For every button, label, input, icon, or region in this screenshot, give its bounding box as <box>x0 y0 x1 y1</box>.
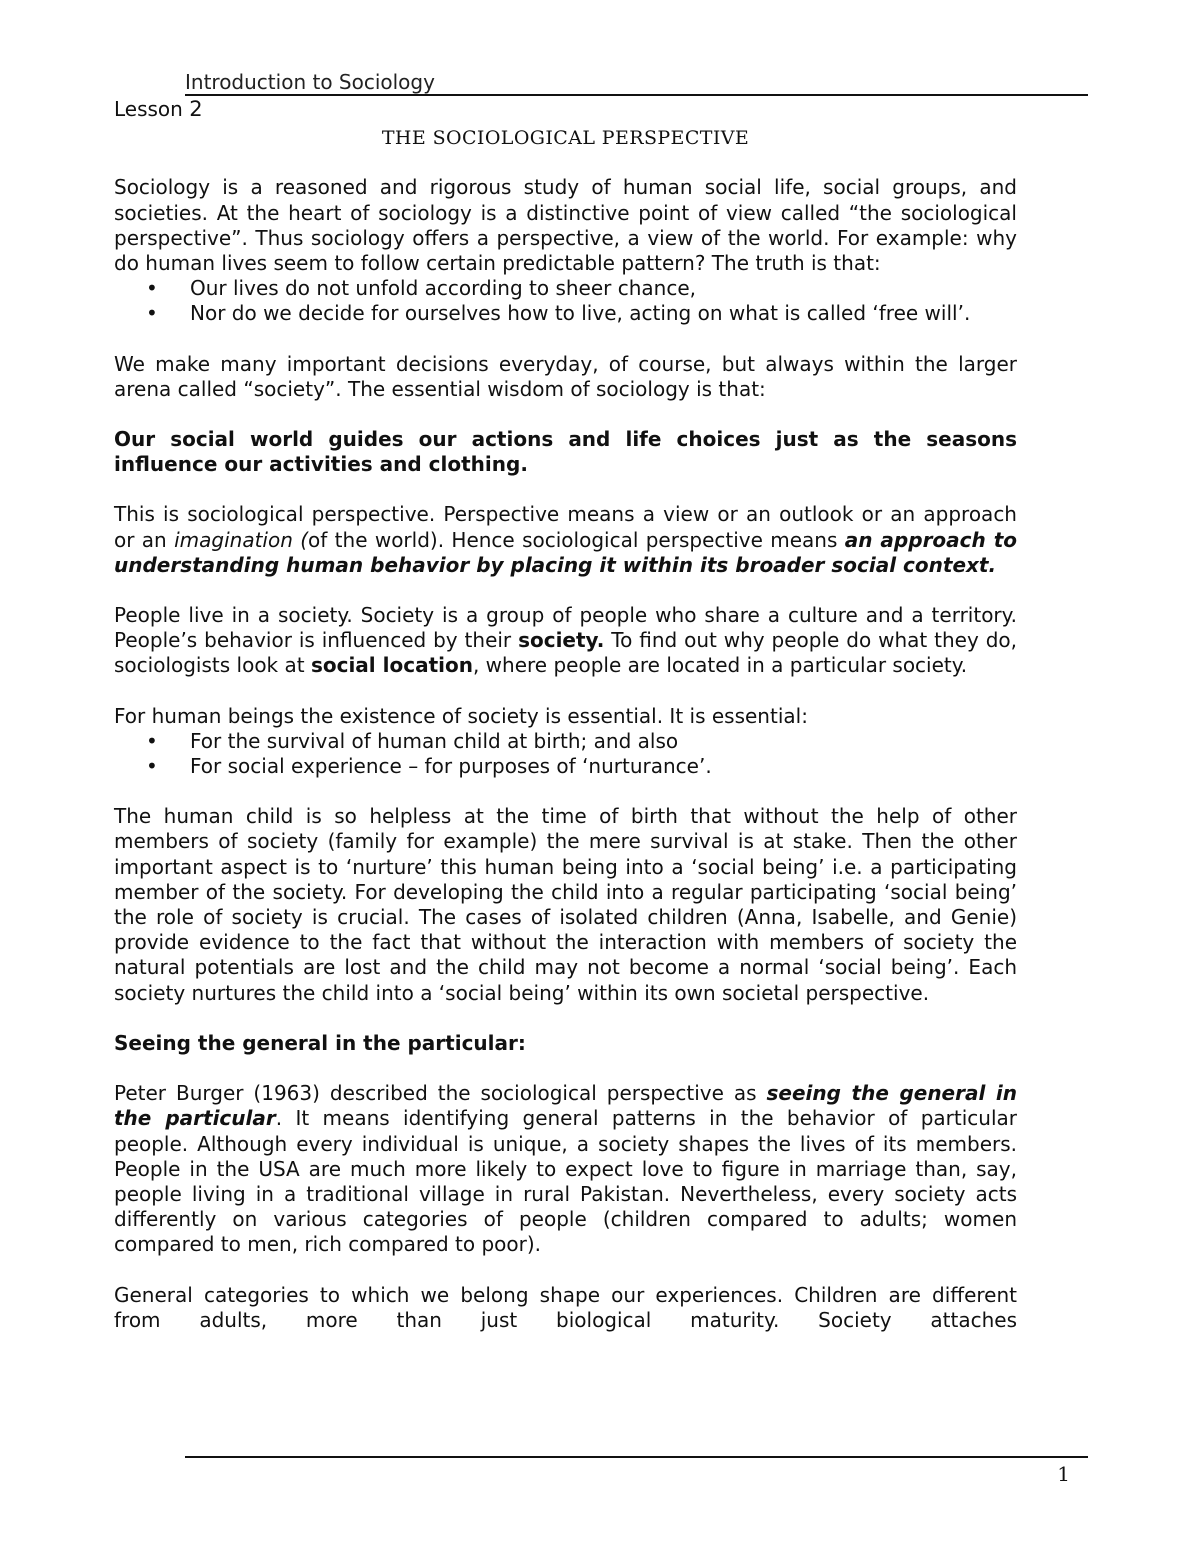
bullet-icon: • <box>146 754 158 779</box>
perspective-italic-term: imagination ( <box>174 527 309 552</box>
header-divider <box>185 94 1088 96</box>
perspective-paragraph <box>114 502 1017 578</box>
perspective-text-2: of the world). Hence sociological perspective means <box>308 527 845 552</box>
bullet-icon: • <box>146 728 158 753</box>
lesson-number: 2 <box>189 97 203 121</box>
decisions-paragraph: We make many important decisions everyday, of course, but always within the larger arena called “society”. The essential wisdom of sociology is that: <box>114 351 1017 401</box>
intro-bullet-list <box>114 276 1017 326</box>
list-item-text: Nor do we decide for ourselves how to live, acting on what is called ‘free will’. <box>190 301 971 326</box>
list-item-text: For social experience – for purposes of ‘nurturance’. <box>190 754 712 779</box>
burger-paragraph <box>114 1081 1017 1257</box>
list-item <box>114 729 1017 754</box>
society-text-2: To find out why people do what they do, sociologists look at <box>114 628 1017 678</box>
society-paragraph <box>114 603 1017 679</box>
footer-divider <box>185 1456 1088 1458</box>
list-item-text: For the survival of human child at birth; and also <box>190 728 679 753</box>
society-text-1: People live in a society. Society is a group of people who share a culture and a territory. People’s behavior is influenced by their <box>114 603 1017 653</box>
bullet-icon: • <box>146 276 158 301</box>
categories-paragraph: General categories to which we belong shape our experiences. Children are different from adults, more than just biological maturity. Society attaches <box>114 1282 1017 1332</box>
document-body <box>114 97 1017 1333</box>
social-location-term: social location <box>310 653 473 678</box>
essential-bullet-list <box>114 729 1017 779</box>
running-header-title: Introduction to Sociology <box>185 70 435 94</box>
page-title: THE SOCIOLOGICAL PERSPECTIVE <box>381 127 750 150</box>
essential-lead: For human beings the existence of society is essential. It is essential: <box>114 703 808 728</box>
society-text-3: , where people are located in a particular society. <box>472 653 968 678</box>
section-heading: Seeing the general in the particular: <box>114 1030 526 1055</box>
burger-text-2: . It means identifying general patterns in the behavior of particular people. Although every individual is unique, a society shapes the lives of its members. People in the USA are much more likely to expect love to figure in marriage than, say, people living in a traditional village in rural Pakistan. Nevertheless, every society acts differently on various categories of people (children compared to adults; women compared to men, rich compared to poor). <box>114 1106 1017 1257</box>
lesson-label <box>114 97 1017 122</box>
list-item <box>114 276 1017 301</box>
lesson-label-text: Lesson <box>114 97 190 121</box>
page-number: 1 <box>1057 1462 1070 1486</box>
perspective-text-1: This is sociological perspective. Perspective means a view or an outlook or an approach or an <box>114 502 1017 552</box>
bullet-icon: • <box>146 301 158 326</box>
list-item <box>114 754 1017 779</box>
perspective-definition: an approach to understanding human behavior by placing it within its broader social context. <box>114 527 1018 577</box>
key-statement: Our social world guides our actions and life choices just as the seasons influence our activities and clothing. <box>114 427 1017 477</box>
intro-paragraph: Sociology is a reasoned and rigorous study of human social life, social groups, and societies. At the heart of sociology is a distinctive point of view called “the sociological perspective”. Thus sociology offers a perspective, a view of the world. For example: why do human lives seem to follow certain predictable pattern? The truth is that: <box>114 175 1017 276</box>
list-item <box>114 301 1017 326</box>
burger-key-phrase: seeing the general in the particular <box>114 1081 1017 1131</box>
burger-text-1: Peter Burger (1963) described the sociological perspective as <box>114 1081 767 1106</box>
child-paragraph: The human child is so helpless at the time of birth that without the help of other members of society (family for example) the mere survival is at stake. Then the other important aspect is to ‘nurture’ this human being into a ‘social being’ i.e. a participating member of the society. For developing the child into a regular participating ‘social being’ the role of society is crucial. The cases of isolated children (Anna, Isabelle, and Genie) provide evidence to the fact that without the interaction with members of society the natural potentials are lost and the child may not become a normal ‘social being’. Each society nurtures the child into a ‘social being’ within its own societal perspective. <box>114 804 1017 1005</box>
society-bold-term: society. <box>518 628 605 653</box>
list-item-text: Our lives do not unfold according to sheer chance, <box>190 276 696 301</box>
